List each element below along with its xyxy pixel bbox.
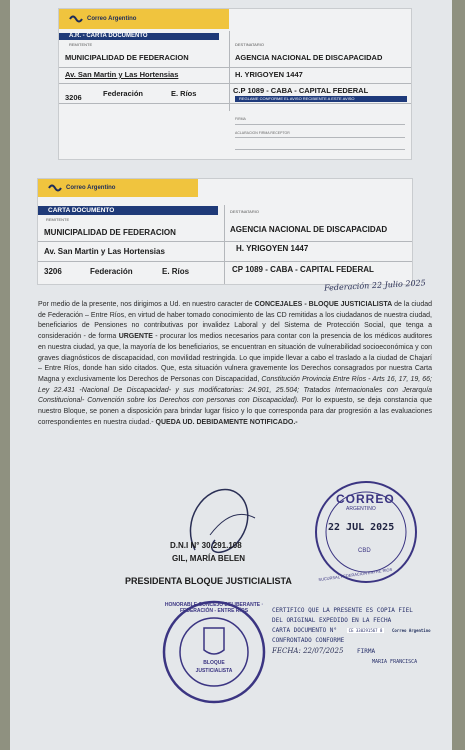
divider <box>59 67 411 68</box>
ar-carta-documento-form <box>58 8 412 160</box>
correo-logo-text: Correo Argentino <box>87 16 137 22</box>
letter-text: Por lo expuesto, se deja constancia que nuestro Bloque, se ponen a disposición para brindar lugar físico y lo que corresponda para dar progresión a las evaluaciones correspondientes en nuestra ciudad.- <box>38 397 432 426</box>
cd-header-band: CARTA DOCUMENTO <box>38 206 218 215</box>
sender-name: MUNICIPALIDAD DE FEDERACION <box>44 228 176 237</box>
cert-barcode-value: CE 330291567 8 <box>348 628 383 633</box>
cert-line-3 <box>272 626 457 636</box>
cert-line-2: DEL ORIGINAL EXPEDIDO EN LA FECHA <box>272 617 392 624</box>
signature-label: FIRMA <box>235 117 246 121</box>
letter-text: - procurar los medios necesarios para contar con la presencia de los médicos auditores en nuestra ciudad, ya que, la mayoría de los beneficiarios, se encuentran en situación de vulnerabilidad socioeconómica y con graves diagnósticos de discapacidad, con movilidad restringida. Lo que impide llevar a cabo el traslado a la ciudad de Chajarí – Entre Ríos, donde han sido citados. Que, esta situación vulnera gravemente los Derechos consagrados por nuestra Carta Magna y exclusivamente los Derechos de Personas con Discapacidad, <box>38 333 433 383</box>
remitente-label: REMITENTE <box>69 42 93 47</box>
destinatario-label: DESTINATARIO <box>235 42 264 47</box>
council-seal-ring-text: HONORABLE CONCEJO DELIBERANTE · FEDERACIÓN - ENTRE RÍOS <box>164 602 264 614</box>
correo-logo-text: Correo Argentino <box>66 185 116 191</box>
sender-city: Federación <box>103 89 144 98</box>
council-seal-ring-icon <box>160 598 268 706</box>
divider <box>38 261 412 262</box>
aclaracion-label: ACLARACION FIRMA RECEPTOR <box>235 131 290 135</box>
document-sheet <box>10 0 452 750</box>
stamp-date: 22 JUL 2025 <box>328 522 395 533</box>
correo-logo-strip <box>38 179 198 197</box>
sender-city: Federación <box>90 267 133 276</box>
council-seal-center-2: JUSTICIALISTA <box>195 668 233 674</box>
letter-text-bold: CONCEJALES - BLOQUE JUSTICIALISTA <box>254 301 393 308</box>
ar-header-band: A.R. - CARTA DOCUMENTO <box>59 33 219 40</box>
sender-province: E. Ríos <box>162 267 190 276</box>
recipient-name: AGENCIA NACIONAL DE DISCAPACIDAD <box>235 53 383 62</box>
correo-logo-strip <box>59 9 229 29</box>
recipient-address: H. YRIGOYEN 1447 <box>235 70 303 79</box>
divider <box>229 31 230 111</box>
council-seal <box>160 598 268 706</box>
recipient-city: C.P 1089 - CABA - CAPITAL FEDERAL <box>233 86 369 95</box>
cert-date: FECHA: 22/07/2025 <box>272 647 344 655</box>
sender-address: Av. San Martin y Las Hortensias <box>65 70 179 79</box>
ar-info-band: REGLAME CONFORME EL AVISO RECIBIENTE A ESTE AVISO <box>235 96 407 102</box>
cert-signer: MARIA FRANCISCA <box>372 659 418 665</box>
letter-text-italic: Constitución Provincia Entre Ríos - Arts 16, 17, 19, 66; Ley 22.431 -Nacional De Discapacidad- y sus modificatorias: 24.901, 25.504; Tratados Internacionales con Jerarquía Constitucional- Convención sobre los Derechos con personas con Discapacidad). <box>38 375 432 405</box>
council-seal-center-1: BLOQUE <box>203 660 225 666</box>
cert-label: CARTA DOCUMENTO N° <box>272 627 338 634</box>
recipient-city: CP 1089 - CABA - CAPITAL FEDERAL <box>232 265 374 274</box>
letter-text: de la ciudad de Federación – Entre Ríos, en virtud de haber tomado conocimiento de las CD remitidas a los ciudadanos de nuestra ciudad, beneficiarios de Pensiones no contributivas por invalidez Laboral y del Sistema de Protección Social, que tenga a consideración - de forma <box>38 301 432 341</box>
carta-documento-form <box>37 178 413 285</box>
stamp-bottom-text: SUCURSAL FEDERACIÓN ENTRE RIOS <box>318 566 393 583</box>
letter-text: Por medio de la presente, nos dirigimos a Ud. en nuestro caracter de <box>38 301 255 308</box>
letter-text-bold: QUEDA UD. DEBIDAMENTE NOTIFICADO.- <box>155 418 298 426</box>
letter-body <box>38 300 432 428</box>
recipient-name: AGENCIA NACIONAL DE DISCAPACIDAD <box>230 225 388 234</box>
stamp-argentino-text: ARGENTINO <box>346 506 376 512</box>
cert-line-4: CONFRONTADO CONFORME <box>272 637 345 644</box>
cert-correo-logo: Correo Argentino <box>392 628 431 633</box>
divider <box>224 205 225 284</box>
cert-firma-label: FIRMA <box>357 648 376 655</box>
divider <box>59 83 411 84</box>
stamp-code: CBD <box>358 548 371 554</box>
sender-address: Av. San Martin y Las Hortensias <box>44 247 165 256</box>
remitente-label: REMITENTE <box>46 217 70 222</box>
sender-name: MUNICIPALIDAD DE FEDERACION <box>65 53 189 62</box>
divider <box>235 137 405 138</box>
divider <box>38 241 412 242</box>
certification-stamp <box>272 606 457 667</box>
divider <box>59 103 411 104</box>
postal-date-stamp <box>308 478 428 590</box>
divider <box>235 124 405 125</box>
sender-province: E. Ríos <box>171 89 197 98</box>
signature-name: GIL, MARÍA BELEN <box>172 554 246 563</box>
letter-text-bold: URGENTE <box>118 333 153 341</box>
cert-line-1: CERTIFICO QUE LA PRESENTE ES COPIA FIEL <box>272 607 413 614</box>
destinatario-label: DESTINATARIO <box>230 209 259 214</box>
signature-dni: D.N.I N° 30.291.108 <box>170 541 242 550</box>
sender-postal: 3206 <box>44 267 62 276</box>
cert-line-5 <box>272 646 457 657</box>
sender-postal: 3206 <box>65 93 82 102</box>
correo-logo-icon <box>48 183 62 193</box>
correo-logo-icon <box>69 14 83 24</box>
recipient-address: H. YRIGOYEN 1447 <box>236 244 309 253</box>
stamp-correo-text: CORREO <box>336 492 395 506</box>
signature-title: PRESIDENTA BLOQUE JUSTICIALISTA <box>125 576 292 586</box>
divider <box>235 149 405 150</box>
handwritten-date: Federación 22 Julio 2025 <box>323 278 426 293</box>
